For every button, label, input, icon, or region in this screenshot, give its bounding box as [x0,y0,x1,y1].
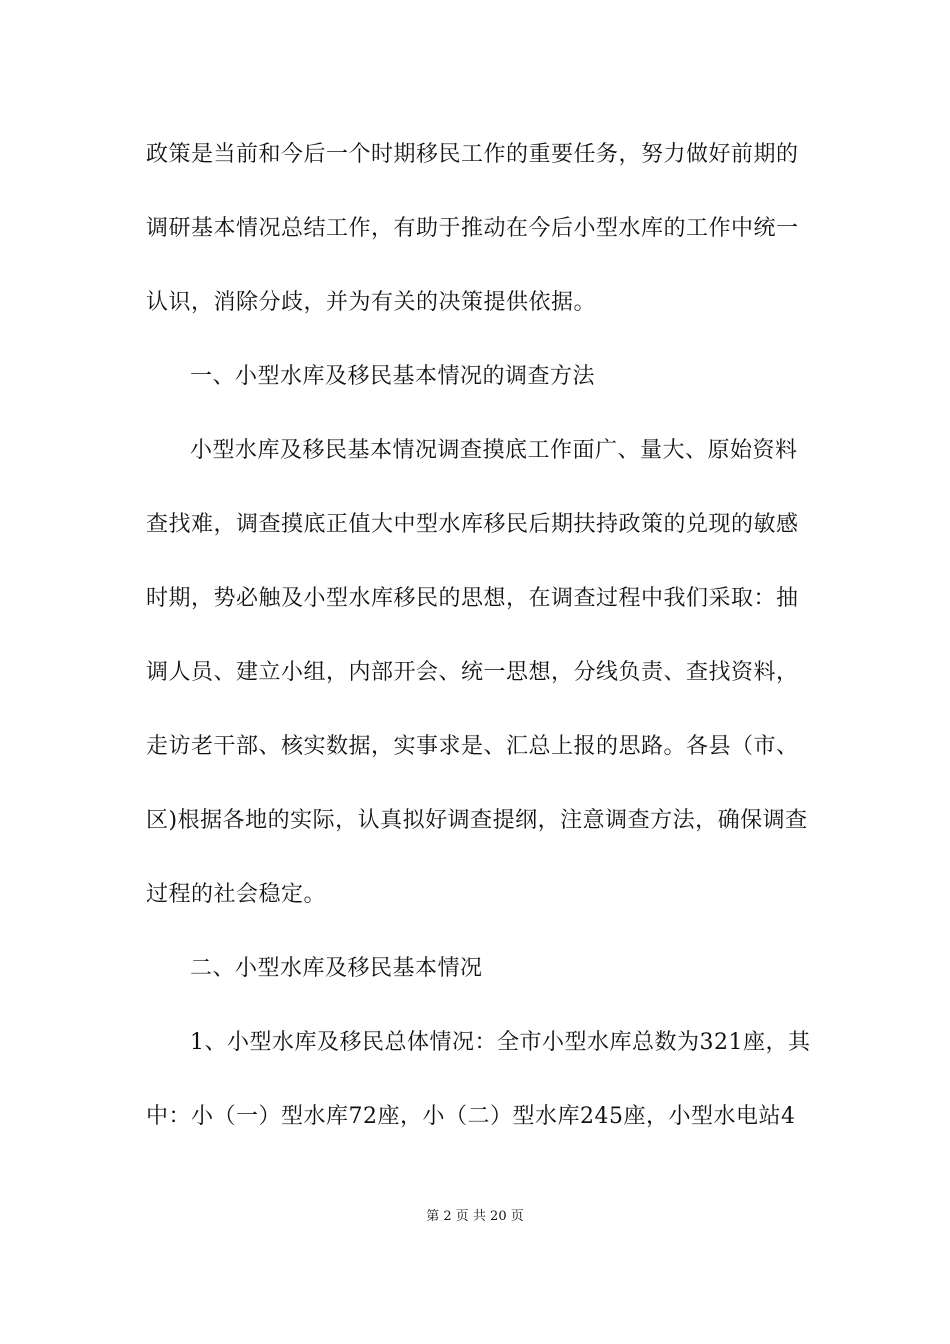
paragraph-line-8: 调人员、建立小组，内部开会、统一思想，分线负责、查找资料， [146,660,799,685]
section-heading-2: 二、小型水库及移民基本情况 [190,956,483,981]
paragraph-line-3: 认识，消除分歧，并为有关的决策提供依据。 [146,290,597,315]
paragraph-line-13: 1、小型水库及移民总体情况：全市小型水库总数为321座，其 [190,1030,811,1055]
paragraph-line-1: 政策是当前和今后一个时期移民工作的重要任务，努力做好前期的 [146,142,799,167]
paragraph-line-10: 区)根据各地的实际，认真拟好调查提纲，注意调查方法，确保调查 [146,808,808,833]
paragraph-line-11: 过程的社会稳定。 [146,882,327,907]
paragraph-line-6: 查找难，调查摸底正值大中型水库移民后期扶持政策的兑现的敏感 [146,512,799,537]
paragraph-line-5: 小型水库及移民基本情况调查摸底工作面广、量大、原始资料 [190,438,798,463]
section-heading-1: 一、小型水库及移民基本情况的调查方法 [190,364,596,389]
paragraph-line-7: 时期，势必触及小型水库移民的思想，在调查过程中我们采取：抽 [146,586,799,611]
page-number-footer: 第 2 页 共 20 页 [426,1209,524,1224]
paragraph-line-9: 走访老干部、核实数据，实事求是、汇总上报的思路。各县（市、 [146,734,799,759]
paragraph-line-14: 中：小（一）型水库72座，小（二）型水库245座，小型水电站4 [146,1104,796,1129]
paragraph-line-2: 调研基本情况总结工作，有助于推动在今后小型水库的工作中统一 [146,216,799,241]
